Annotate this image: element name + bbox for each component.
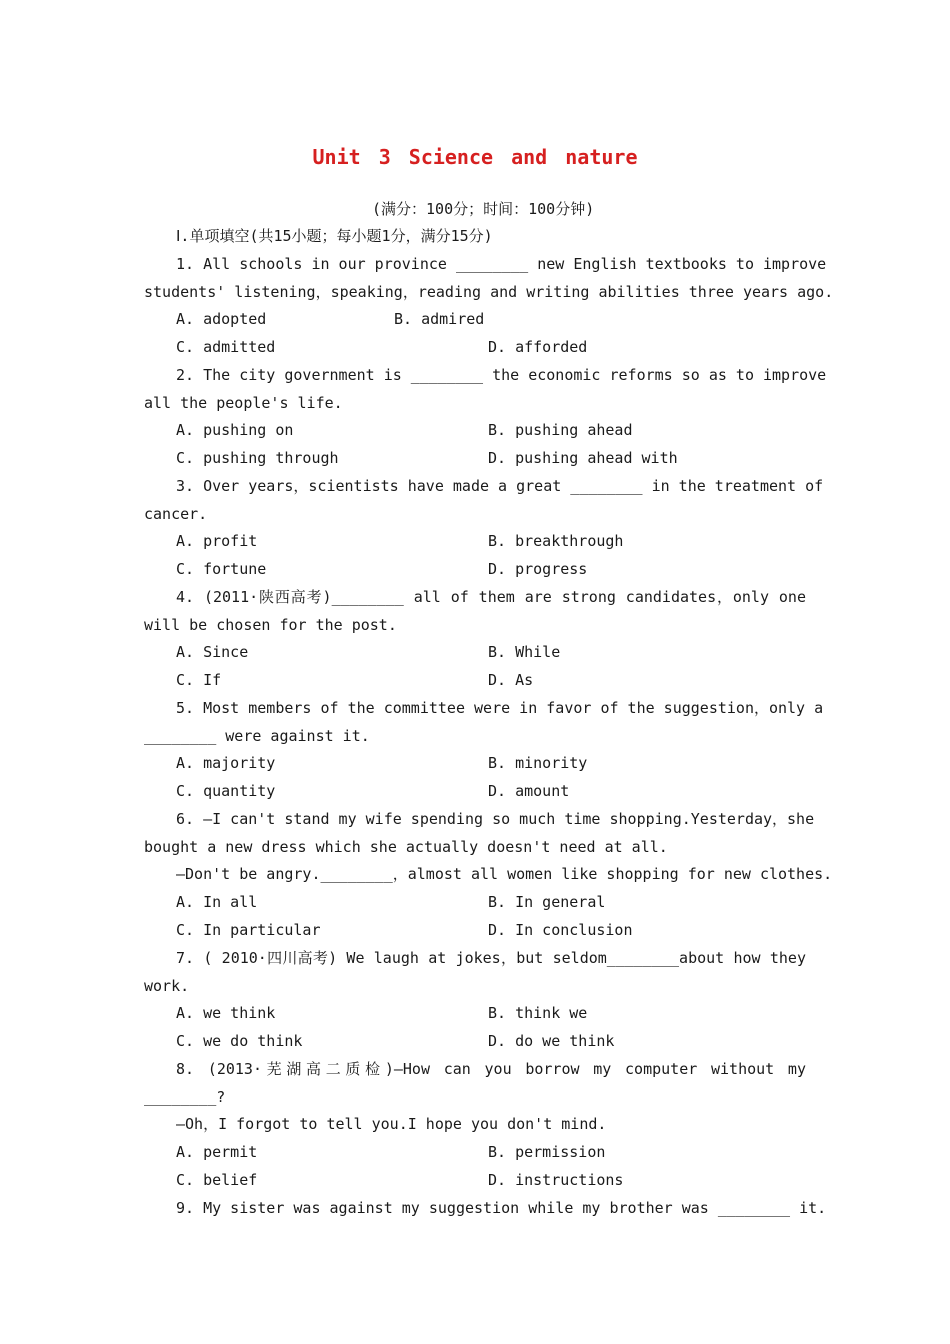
question-4-option-a: A. Since: [176, 643, 249, 661]
question-5-option-b: B. minority: [488, 754, 588, 772]
page-title: Unit 3 Science and nature: [312, 145, 638, 169]
question-4-option-b: B. While: [488, 643, 561, 661]
question-7-option-c: C. we do think: [176, 1032, 303, 1050]
question-7-stem-line2: work.: [144, 977, 190, 995]
question-3-stem-line2: cancer.: [144, 505, 208, 523]
question-5-option-d: D. amount: [488, 782, 570, 800]
question-8-stem-line3: —Oh，I forgot to tell you.I hope you don't mind.: [176, 1115, 607, 1133]
question-7-stem-line1: 7. ( 2010·四川高考) We laugh at jokes，but seldom________about how they: [176, 949, 806, 967]
question-6-stem-line1: 6. —I can't stand my wife spending so much time shopping.Yesterday，she: [176, 810, 815, 828]
question-5-stem-line2: ________ were against it.: [144, 727, 370, 745]
question-3-option-a: A. profit: [176, 532, 258, 550]
question-8-stem-line2: ________?: [144, 1088, 226, 1106]
question-5-option-a: A. majority: [176, 754, 276, 772]
question-2-stem-line2: all the people's life.: [144, 394, 343, 412]
question-6-stem-line2: bought a new dress which she actually doesn't need at all.: [144, 838, 668, 856]
question-2-option-d: D. pushing ahead with: [488, 449, 678, 467]
question-7-option-b: B. think we: [488, 1004, 588, 1022]
question-3-option-d: D. progress: [488, 560, 588, 578]
question-7-option-d: D. do we think: [488, 1032, 615, 1050]
question-8-stem-line1: 8. (2013·芜湖高二质检)—How can you borrow my computer without my: [176, 1060, 806, 1078]
question-6-stem-line3: —Don't be angry.________，almost all women like shopping for new clothes.: [176, 865, 833, 883]
question-5-option-c: C. quantity: [176, 782, 276, 800]
question-6-option-c: C. In particular: [176, 921, 321, 939]
question-2-option-c: C. pushing through: [176, 449, 339, 467]
question-6-option-b: B. In general: [488, 893, 606, 911]
question-1-stem-line2: students' listening，speaking，reading and writing abilities three years ago.: [144, 283, 834, 301]
question-1-option-c: C. admitted: [176, 338, 276, 356]
question-6-option-a: A. In all: [176, 893, 258, 911]
question-3-stem-line1: 3. Over years，scientists have made a great ________ in the treatment of: [176, 477, 824, 495]
question-8-option-a: A. permit: [176, 1143, 258, 1161]
question-3-option-c: C. fortune: [176, 560, 267, 578]
question-7-option-a: A. we think: [176, 1004, 276, 1022]
question-5-stem-line1: 5. Most members of the committee were in favor of the suggestion，only a: [176, 699, 824, 717]
question-1-option-a: A. adopted: [176, 310, 267, 328]
question-2-stem-line1: 2. The city government is ________ the economic reforms so as to improve: [176, 366, 827, 384]
question-9-stem-line1: 9. My sister was against my suggestion while my brother was ________ it.: [176, 1199, 827, 1217]
question-2-option-b: B. pushing ahead: [488, 421, 633, 439]
question-2-option-a: A. pushing on: [176, 421, 294, 439]
question-6-option-d: D. In conclusion: [488, 921, 633, 939]
section-heading: Ⅰ.单项填空(共15小题；每小题1分，满分15分): [176, 227, 493, 245]
score-note: (满分：100分；时间：100分钟): [372, 200, 595, 218]
question-4-stem-line2: will be chosen for the post.: [144, 616, 397, 634]
question-3-option-b: B. breakthrough: [488, 532, 624, 550]
question-1-stem-line1: 1. All schools in our province ________ new English textbooks to improve: [176, 255, 827, 273]
question-8-option-c: C. belief: [176, 1171, 258, 1189]
question-1-option-b: B. admired: [394, 310, 485, 328]
question-8-option-b: B. permission: [488, 1143, 606, 1161]
question-1-option-d: D. afforded: [488, 338, 588, 356]
question-4-option-d: D. As: [488, 671, 534, 689]
question-4-option-c: C. If: [176, 671, 222, 689]
question-8-option-d: D. instructions: [488, 1171, 624, 1189]
question-4-stem-line1: 4. (2011·陕西高考)________ all of them are strong candidates，only one: [176, 588, 806, 606]
